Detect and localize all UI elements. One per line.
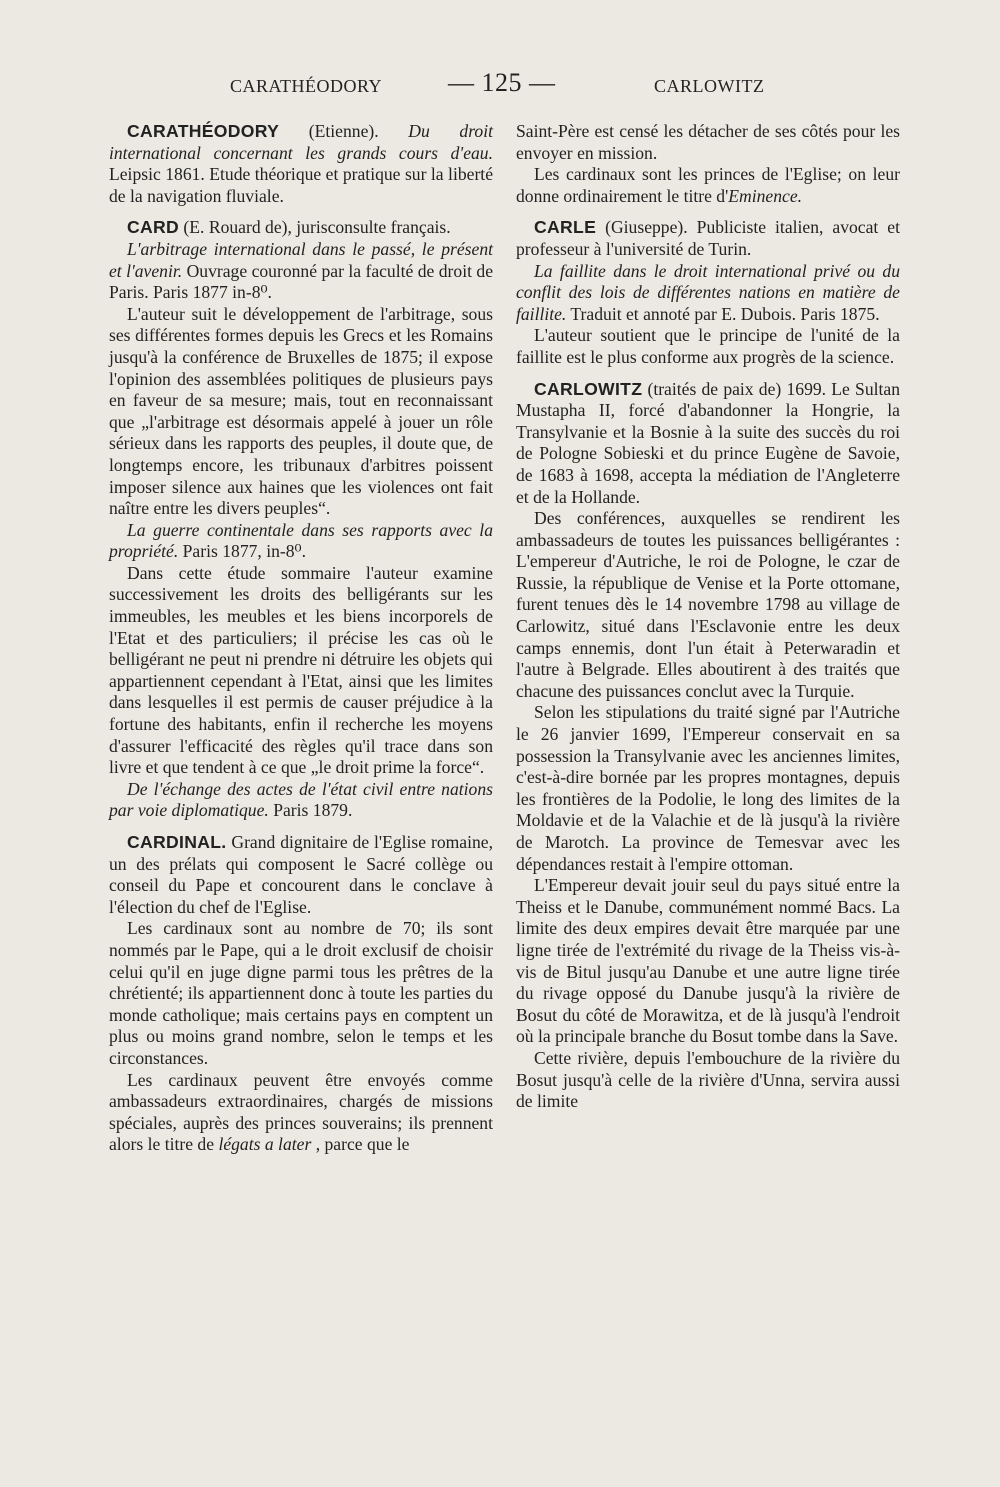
italic-term: légats a later xyxy=(218,1134,312,1155)
entry-text: Grand dignitaire de l'Eglise romaine, un des prélats qui composent le Sacré collège ou conseil du Pape et concourent dans le conclave à l'élection du chef de l'Eglise. xyxy=(109,832,493,917)
page-number: — 125 — xyxy=(448,68,556,97)
header-right-keyword: CARLOWITZ xyxy=(654,76,765,96)
entry-head: CARATHÉODORY xyxy=(127,121,280,141)
entry-head: CARDINAL. xyxy=(127,832,227,852)
entry-author: (Etienne). xyxy=(279,121,409,141)
entry-text: Paris 1877, in-8⁰. xyxy=(178,541,306,562)
paragraph: Saint-Père est censé les détacher de ses côtés pour les envoyer en mission. xyxy=(516,121,900,163)
italic-term: Eminence. xyxy=(728,185,803,206)
entry-carle xyxy=(516,217,900,260)
work-title: Du droit international concernant les grands cours d'eau. xyxy=(109,121,493,163)
paragraph xyxy=(516,261,900,326)
running-header xyxy=(108,68,908,100)
entry-card xyxy=(109,217,493,239)
paragraph: L'Empereur devait jouir seul du pays situé entre la Theiss et le Danube, communément nommé Bacs. La limite des deux empires devait être marquée par une ligne tirée de l'extrémité du rivage de la Theiss vis-à-vis de Bitul jusqu'au Danube et une autre ligne tirée du rivage opposé du Danube jusqu'à la rivière de Bosut du côté de Morawitza, et de là jusqu'à l'endroit où la principale branche du Bosut tombe dans la Save. xyxy=(516,875,900,1047)
paragraph: Selon les stipulations du traité signé par l'Autriche le 26 janvier 1699, l'Empereur conservait en sa possession la Transylvanie avec les anciennes limites, c'est-à-dire bornée par les propres montagnes, depuis les frontières de la Podolie, le long des limites de la Moldavie et de la Valachie et de là jusqu'à la rivière de Marotch. La province de Temesvar avec les dépendances restait à l'empire ottoman. xyxy=(516,702,900,874)
entry-text: Paris 1879. xyxy=(268,800,353,821)
header-left-keyword: CARATHÉODORY xyxy=(230,76,383,96)
paragraph xyxy=(109,1070,493,1156)
entry-text: (traités de paix de) 1699. Le Sultan Mustapha II, forcé d'abandonner la Hongrie, la Transylvanie et la Bosnie à la suite des succès du roi de Pologne Sobieski et du prince Eugène de Savoie, de 1683 à 1698, accepta la médiation de l'Angleterre et de la Hollande. xyxy=(516,378,900,507)
paragraph xyxy=(109,779,493,822)
paragraph: Les cardinaux sont au nombre de 70; ils sont nommés par le Pape, qui a le droit exclusif de choisir celui qu'il en juge digne parmi tous les prêtres de la chrétienté; ils appartiennent donc à toute les parties du monde catholique; mais certains pays en comptent un plus ou moins grand nombre, selon le temps et les circonstances. xyxy=(109,918,493,1068)
entry-author: (E. Rouard de), jurisconsulte français. xyxy=(179,217,451,238)
right-column xyxy=(516,121,900,1113)
paragraph: Dans cette étude sommaire l'auteur examine successivement les droits des belligérants sur les immeubles, les meubles et les biens incorporels de l'Etat et des particuliers; il précise les cas où le belligérant ne peut ni prendre ni détruire les objets qui appartiennent cependant à l'Etat, ainsi que les limites dans lesquelles il est permis de causer préjudice à la fortune des habitants, enfin il recherche les moyens d'assurer l'efficacité des règles qu'il trace dans son livre et que tendent à ce que „le droit prime la force“. xyxy=(109,562,493,778)
entry-head: CARD xyxy=(127,217,180,238)
entry-text: Ouvrage couronné par la faculté de droit de Paris. Paris 1877 in-8⁰. xyxy=(109,260,494,303)
paragraph: L'auteur suit le développement de l'arbitrage, sous ses différentes formes depuis les Grecs et les Romains jusqu'à la conférence de Bruxelles de 1875; il expose l'opinion des assemblées politiques de plusieurs pays en faveur de sa mesure; mais, tout en reconnaissant que „l'arbitrage est désormais appelé à jouer un rôle sérieux dans les rapports des peuples, il doute que, de longtemps encore, les tribunaux d'arbitres poissent imposer silence aux haines que les violences ont fait naître entre les divers peuples“. xyxy=(109,303,493,519)
paragraph: Des conférences, auxquelles se rendirent les ambassadeurs de toutes les puissances belligérantes : L'empereur d'Autriche, le roi de Pologne, le czar de Russie, la république de Venise et la Porte ottomane, furent tenues dès le 14 novembre 1798 au village de Carlowitz, situé dans l'Esclavonie entre les deux camps ennemis, dont l'un était à Peterwaradin et l'autre à Belgrade. Elles aboutirent à des traités que chacune des puissances conclut avec la Turquie. xyxy=(516,508,900,701)
entry-text: Les cardinaux peuvent être envoyés comme ambassadeurs extraordinaires, chargés de missions spéciales, auprès des princes souverains; ils prennent alors le titre de xyxy=(109,1069,493,1155)
work-title: L'arbitrage international dans le passé, le présent et l'avenir. xyxy=(109,238,493,281)
entry-head: CARLOWITZ xyxy=(534,378,643,399)
entry-head: CARLE xyxy=(534,217,597,238)
work-title: La faillite dans le droit international privé ou du conflit des lois de différentes nations en matière de faillite. xyxy=(516,260,900,324)
paragraph: Cette rivière, depuis l'embouchure de la rivière du Bosut jusqu'à celle de la rivière d'Unna, servira aussi de limite xyxy=(516,1047,900,1112)
entry-text: Leipsic 1861. Etude théorique et pratique sur la liberté de la navigation fluviale. xyxy=(109,164,493,206)
work-title: De l'échange des actes de l'état civil entre nations par voie diplomatique. xyxy=(109,778,493,821)
paragraph xyxy=(109,239,493,304)
paragraph: L'auteur soutient que le principe de l'unité de la faillite est le plus conforme aux progrès de la science. xyxy=(516,325,900,367)
entry-text: Les cardinaux sont les princes de l'Eglise; on leur donne ordinairement le titre d' xyxy=(516,164,900,206)
left-column xyxy=(109,121,493,1156)
entry-caratheodory xyxy=(109,121,493,207)
entry-author: (Giuseppe). Publiciste italien, avocat et professeur à l'université de Turin. xyxy=(516,217,900,259)
entry-carlowitz xyxy=(516,379,900,509)
paragraph xyxy=(516,164,900,207)
paragraph xyxy=(109,520,493,563)
work-title: La guerre continentale dans ses rapports avec la propriété. xyxy=(109,519,493,562)
entry-text: Traduit et annoté par E. Dubois. Paris 1875. xyxy=(566,303,880,324)
entry-text: , parce que le xyxy=(311,1134,410,1155)
entry-cardinal xyxy=(109,832,493,918)
